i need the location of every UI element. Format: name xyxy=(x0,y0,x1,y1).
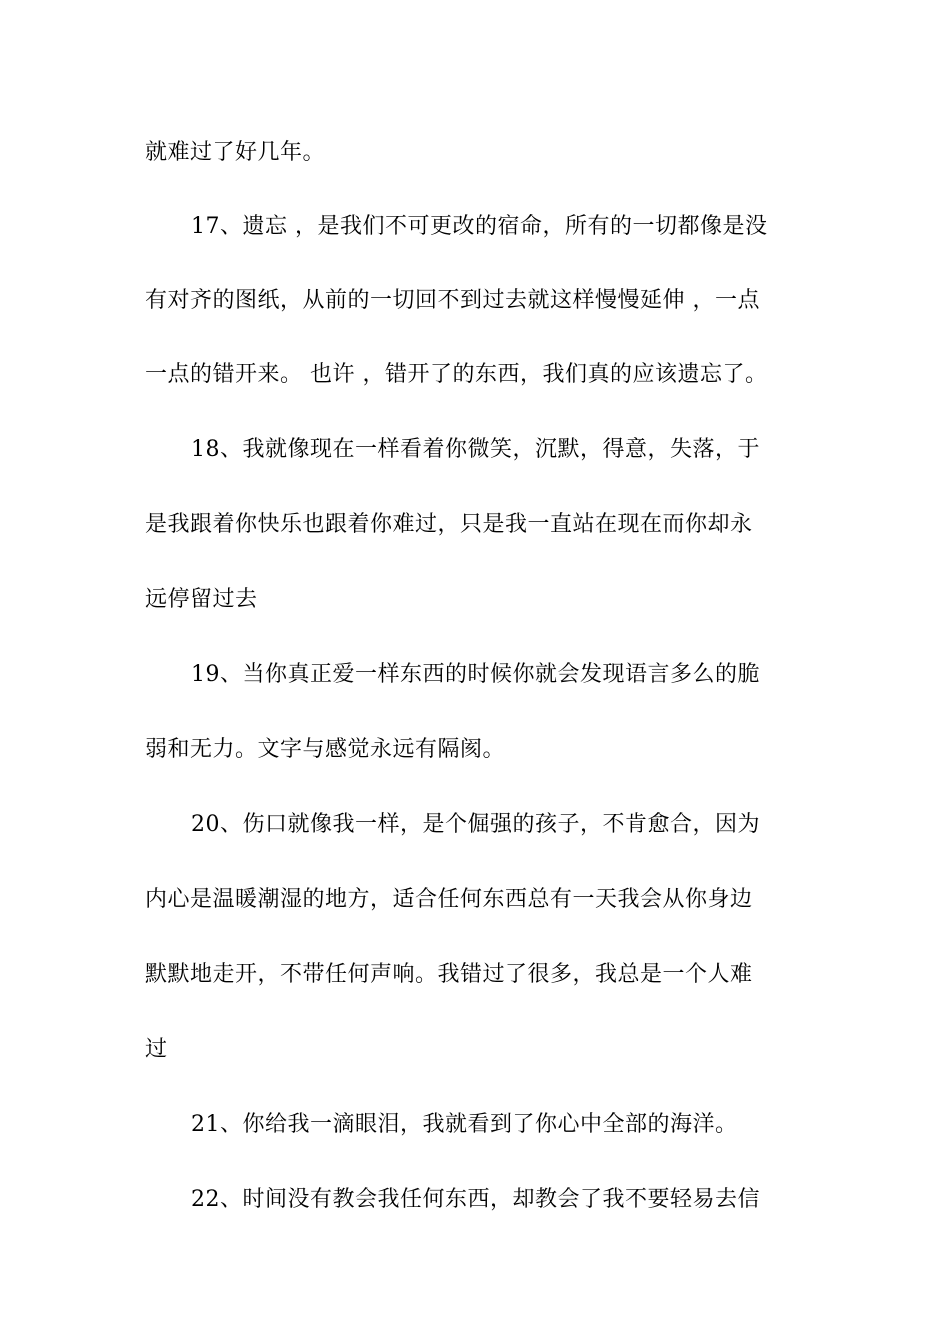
paragraph-20-line-4: 过 xyxy=(145,1037,168,1062)
paragraph-22-line-1: 22、时间没有教会我任何东西，却教会了我不要轻易去信 xyxy=(191,1187,760,1212)
paragraph-20-line-1: 20、伤口就像我一样，是个倔强的孩子，不肯愈合，因为 xyxy=(191,812,760,837)
paragraph-20-line-2: 内心是温暖潮湿的地方，适合任何东西总有一天我会从你身边 xyxy=(145,887,753,912)
paragraph-18-line-2: 是我跟着你快乐也跟着你难过，只是我一直站在现在而你却永 xyxy=(145,512,753,537)
paragraph-16-end-line: 就难过了好几年。 xyxy=(145,140,326,165)
paragraph-19-line-1: 19、当你真正爱一样东西的时候你就会发现语言多么的脆 xyxy=(191,662,760,687)
paragraph-17-line-1: 17、遗忘 ，是我们不可更改的宿命，所有的一切都像是没 xyxy=(191,214,768,239)
paragraph-18-line-1: 18、我就像现在一样看着你微笑，沉默，得意，失落，于 xyxy=(191,437,760,462)
paragraph-19-line-2: 弱和无力。文字与感觉永远有隔阂。 xyxy=(145,737,506,762)
paragraph-20-line-3: 默默地走开，不带任何声响。我错过了很多，我总是一个人难 xyxy=(145,962,753,987)
paragraph-17-line-3: 一点的错开来。 也许 ，错开了的东西，我们真的应该遗忘了。 xyxy=(145,362,768,387)
paragraph-18-line-3: 远停留过去 xyxy=(145,587,258,612)
paragraph-21-line-1: 21、你给我一滴眼泪，我就看到了你心中全部的海洋。 xyxy=(191,1112,738,1137)
paragraph-17-line-2: 有对齐的图纸，从前的一切回不到过去就这样慢慢延伸 ，一点 xyxy=(145,288,760,313)
